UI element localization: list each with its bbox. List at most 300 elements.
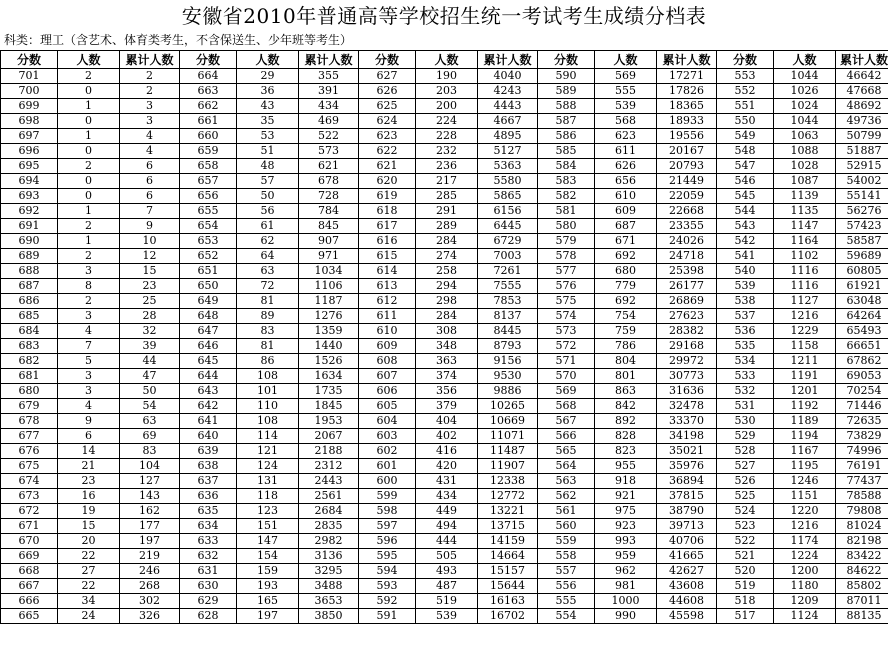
count-cell: 200 [416,99,478,114]
cumulative-cell: 63048 [836,294,888,309]
count-cell: 374 [416,369,478,384]
table-row [1,369,888,384]
score-cell: 676 [1,444,58,459]
table-row [1,354,888,369]
count-cell: 22 [58,579,120,594]
count-cell: 1 [58,99,120,114]
count-cell: 228 [416,129,478,144]
cumulative-cell: 60805 [836,264,888,279]
count-cell: 786 [595,339,657,354]
score-cell: 583 [538,174,595,189]
count-cell: 779 [595,279,657,294]
score-cell: 555 [538,594,595,609]
count-cell: 1211 [774,354,836,369]
score-cell: 549 [717,129,774,144]
score-cell: 574 [538,309,595,324]
cumulative-cell: 4040 [478,69,538,84]
table-row [1,174,888,189]
score-cell: 695 [1,159,58,174]
count-cell: 609 [595,204,657,219]
page-title: 安徽省2010年普通高等学校招生统一考试考生成绩分档表 [181,4,707,28]
score-cell: 637 [180,474,237,489]
header-score: 分数 [538,51,595,69]
cumulative-cell: 54002 [836,174,888,189]
score-cell: 602 [359,444,416,459]
count-cell: 1174 [774,534,836,549]
count-cell: 285 [416,189,478,204]
count-cell: 224 [416,114,478,129]
count-cell: 232 [416,144,478,159]
cumulative-cell: 2443 [299,474,359,489]
cumulative-cell: 326 [120,609,180,624]
count-cell: 1 [58,129,120,144]
table-row [1,249,888,264]
count-cell: 118 [237,489,299,504]
score-cell: 701 [1,69,58,84]
table-row [1,84,888,99]
count-cell: 217 [416,174,478,189]
count-cell: 892 [595,414,657,429]
score-cell: 544 [717,204,774,219]
count-cell: 23 [58,474,120,489]
score-cell: 615 [359,249,416,264]
cumulative-cell: 25398 [657,264,717,279]
count-cell: 1116 [774,279,836,294]
count-cell: 165 [237,594,299,609]
count-cell: 48 [237,159,299,174]
cumulative-cell: 82198 [836,534,888,549]
score-cell: 629 [180,594,237,609]
table-row [1,594,888,609]
cumulative-cell: 70254 [836,384,888,399]
count-cell: 923 [595,519,657,534]
count-cell: 993 [595,534,657,549]
cumulative-cell: 1953 [299,414,359,429]
score-cell: 659 [180,144,237,159]
cumulative-cell: 39 [120,339,180,354]
count-cell: 692 [595,249,657,264]
count-cell: 14 [58,444,120,459]
table-row [1,339,888,354]
cumulative-cell: 26177 [657,279,717,294]
cumulative-cell: 38790 [657,504,717,519]
score-cell: 641 [180,414,237,429]
count-cell: 990 [595,609,657,624]
score-cell: 529 [717,429,774,444]
count-cell: 4 [58,324,120,339]
score-cell: 669 [1,549,58,564]
score-cell: 679 [1,399,58,414]
cumulative-cell: 12772 [478,489,538,504]
score-cell: 578 [538,249,595,264]
count-cell: 8 [58,279,120,294]
count-cell: 555 [595,84,657,99]
score-cell: 590 [538,69,595,84]
score-cell: 667 [1,579,58,594]
count-cell: 568 [595,114,657,129]
cumulative-cell: 678 [299,174,359,189]
table-row [1,399,888,414]
score-cell: 566 [538,429,595,444]
score-cell: 643 [180,384,237,399]
score-cell: 651 [180,264,237,279]
count-cell: 108 [237,369,299,384]
cumulative-cell: 1187 [299,294,359,309]
table-row [1,279,888,294]
score-cell: 638 [180,459,237,474]
cumulative-cell: 14664 [478,549,538,564]
count-cell: 86 [237,354,299,369]
score-cell: 545 [717,189,774,204]
cumulative-cell: 52915 [836,159,888,174]
score-cell: 518 [717,594,774,609]
cumulative-cell: 391 [299,84,359,99]
score-cell: 604 [359,414,416,429]
count-cell: 801 [595,369,657,384]
cumulative-cell: 4667 [478,114,538,129]
cumulative-cell: 1106 [299,279,359,294]
score-cell: 622 [359,144,416,159]
count-cell: 1216 [774,309,836,324]
count-cell: 493 [416,564,478,579]
cumulative-cell: 43608 [657,579,717,594]
count-cell: 4 [58,399,120,414]
count-cell: 284 [416,234,478,249]
count-cell: 1147 [774,219,836,234]
score-cell: 569 [538,384,595,399]
count-cell: 404 [416,414,478,429]
count-cell: 1191 [774,369,836,384]
score-cell: 605 [359,399,416,414]
score-cell: 582 [538,189,595,204]
score-cell: 675 [1,459,58,474]
cumulative-cell: 35976 [657,459,717,474]
cumulative-cell: 32 [120,324,180,339]
score-cell: 653 [180,234,237,249]
cumulative-cell: 2067 [299,429,359,444]
cumulative-cell: 355 [299,69,359,84]
cumulative-cell: 7261 [478,264,538,279]
cumulative-cell: 6 [120,159,180,174]
cumulative-cell: 88135 [836,609,888,624]
count-cell: 1192 [774,399,836,414]
count-cell: 6 [58,429,120,444]
count-cell: 294 [416,279,478,294]
count-cell: 274 [416,249,478,264]
score-cell: 616 [359,234,416,249]
score-cell: 700 [1,84,58,99]
score-cell: 523 [717,519,774,534]
cumulative-cell: 32478 [657,399,717,414]
count-cell: 1180 [774,579,836,594]
table-row [1,159,888,174]
cumulative-cell: 621 [299,159,359,174]
score-cell: 618 [359,204,416,219]
cumulative-cell: 2684 [299,504,359,519]
count-cell: 1 [58,234,120,249]
score-cell: 600 [359,474,416,489]
score-cell: 619 [359,189,416,204]
count-cell: 379 [416,399,478,414]
cumulative-cell: 7 [120,204,180,219]
cumulative-cell: 16702 [478,609,538,624]
count-cell: 449 [416,504,478,519]
cumulative-cell: 2982 [299,534,359,549]
cumulative-cell: 83422 [836,549,888,564]
count-cell: 121 [237,444,299,459]
cumulative-cell: 2 [120,84,180,99]
cumulative-cell: 907 [299,234,359,249]
cumulative-cell: 81024 [836,519,888,534]
cumulative-cell: 1276 [299,309,359,324]
count-cell: 34 [58,594,120,609]
score-cell: 562 [538,489,595,504]
score-cell: 650 [180,279,237,294]
count-cell: 72 [237,279,299,294]
score-cell: 577 [538,264,595,279]
score-cell: 517 [717,609,774,624]
cumulative-cell: 246 [120,564,180,579]
cumulative-cell: 17271 [657,69,717,84]
score-cell: 558 [538,549,595,564]
count-cell: 289 [416,219,478,234]
score-cell: 530 [717,414,774,429]
cumulative-cell: 2561 [299,489,359,504]
score-cell: 584 [538,159,595,174]
score-cell: 696 [1,144,58,159]
count-cell: 1201 [774,384,836,399]
cumulative-cell: 1440 [299,339,359,354]
score-cell: 536 [717,324,774,339]
cumulative-cell: 24718 [657,249,717,264]
count-cell: 22 [58,549,120,564]
score-cell: 560 [538,519,595,534]
cumulative-cell: 25 [120,294,180,309]
score-cell: 663 [180,84,237,99]
count-cell: 110 [237,399,299,414]
count-cell: 1139 [774,189,836,204]
score-cell: 623 [359,129,416,144]
score-cell: 612 [359,294,416,309]
count-cell: 1028 [774,159,836,174]
count-cell: 348 [416,339,478,354]
header-cumulative: 累计人数 [657,51,717,69]
cumulative-cell: 4 [120,144,180,159]
count-cell: 0 [58,174,120,189]
score-cell: 589 [538,84,595,99]
table-row [1,324,888,339]
table-row [1,294,888,309]
count-cell: 1000 [595,594,657,609]
score-cell: 666 [1,594,58,609]
count-cell: 258 [416,264,478,279]
score-cell: 652 [180,249,237,264]
count-cell: 15 [58,519,120,534]
cumulative-cell: 85802 [836,579,888,594]
cumulative-cell: 59689 [836,249,888,264]
cumulative-cell: 1034 [299,264,359,279]
cumulative-cell: 40706 [657,534,717,549]
count-cell: 863 [595,384,657,399]
score-cell: 636 [180,489,237,504]
cumulative-cell: 127 [120,474,180,489]
count-cell: 416 [416,444,478,459]
score-cell: 699 [1,99,58,114]
score-cell: 580 [538,219,595,234]
cumulative-cell: 268 [120,579,180,594]
score-cell: 557 [538,564,595,579]
count-cell: 1024 [774,99,836,114]
score-cell: 603 [359,429,416,444]
score-cell: 572 [538,339,595,354]
count-cell: 1216 [774,519,836,534]
cumulative-cell: 8445 [478,324,538,339]
count-cell: 50 [237,189,299,204]
cumulative-cell: 20793 [657,159,717,174]
cumulative-cell: 15 [120,264,180,279]
score-cell: 551 [717,99,774,114]
score-cell: 559 [538,534,595,549]
score-cell: 678 [1,414,58,429]
score-cell: 563 [538,474,595,489]
cumulative-cell: 29168 [657,339,717,354]
score-cell: 644 [180,369,237,384]
count-cell: 431 [416,474,478,489]
count-cell: 16 [58,489,120,504]
count-cell: 623 [595,129,657,144]
score-cell: 665 [1,609,58,624]
count-cell: 1044 [774,114,836,129]
cumulative-cell: 24026 [657,234,717,249]
score-cell: 520 [717,564,774,579]
cumulative-cell: 469 [299,114,359,129]
cumulative-cell: 78588 [836,489,888,504]
cumulative-cell: 46642 [836,69,888,84]
score-cell: 575 [538,294,595,309]
score-cell: 522 [717,534,774,549]
count-cell: 123 [237,504,299,519]
cumulative-cell: 44 [120,354,180,369]
score-cell: 597 [359,519,416,534]
score-cell: 656 [180,189,237,204]
cumulative-cell: 36894 [657,474,717,489]
cumulative-cell: 69053 [836,369,888,384]
cumulative-cell: 11487 [478,444,538,459]
cumulative-cell: 15157 [478,564,538,579]
score-cell: 581 [538,204,595,219]
score-cell: 632 [180,549,237,564]
table-row [1,99,888,114]
score-cell: 690 [1,234,58,249]
score-cell: 624 [359,114,416,129]
score-distribution-table [0,50,888,624]
count-cell: 754 [595,309,657,324]
cumulative-cell: 69 [120,429,180,444]
cumulative-cell: 84622 [836,564,888,579]
cumulative-cell: 87011 [836,594,888,609]
count-cell: 1151 [774,489,836,504]
table-row [1,219,888,234]
score-cell: 527 [717,459,774,474]
score-cell: 543 [717,219,774,234]
score-cell: 683 [1,339,58,354]
table-row [1,114,888,129]
cumulative-cell: 56276 [836,204,888,219]
count-cell: 692 [595,294,657,309]
score-cell: 546 [717,174,774,189]
header-score: 分数 [180,51,237,69]
count-cell: 1158 [774,339,836,354]
count-cell: 101 [237,384,299,399]
cumulative-cell: 64264 [836,309,888,324]
count-cell: 1220 [774,504,836,519]
cumulative-cell: 2835 [299,519,359,534]
count-cell: 53 [237,129,299,144]
score-cell: 668 [1,564,58,579]
cumulative-cell: 23 [120,279,180,294]
score-cell: 686 [1,294,58,309]
cumulative-cell: 4443 [478,99,538,114]
count-cell: 147 [237,534,299,549]
count-cell: 7 [58,339,120,354]
count-cell: 981 [595,579,657,594]
score-cell: 541 [717,249,774,264]
cumulative-cell: 5580 [478,174,538,189]
score-cell: 639 [180,444,237,459]
cumulative-cell: 29972 [657,354,717,369]
score-cell: 535 [717,339,774,354]
cumulative-cell: 5127 [478,144,538,159]
score-cell: 633 [180,534,237,549]
cumulative-cell: 18365 [657,99,717,114]
count-cell: 154 [237,549,299,564]
count-cell: 19 [58,504,120,519]
cumulative-cell: 10265 [478,399,538,414]
score-cell: 611 [359,309,416,324]
score-cell: 568 [538,399,595,414]
count-cell: 83 [237,324,299,339]
score-cell: 537 [717,309,774,324]
score-cell: 531 [717,399,774,414]
count-cell: 35 [237,114,299,129]
count-cell: 505 [416,549,478,564]
count-cell: 3 [58,369,120,384]
score-cell: 521 [717,549,774,564]
cumulative-cell: 45598 [657,609,717,624]
count-cell: 51 [237,144,299,159]
cumulative-cell: 12 [120,249,180,264]
score-cell: 579 [538,234,595,249]
count-cell: 2 [58,69,120,84]
table-row [1,609,888,624]
score-cell: 564 [538,459,595,474]
count-cell: 0 [58,144,120,159]
score-cell: 601 [359,459,416,474]
cumulative-cell: 83 [120,444,180,459]
count-cell: 197 [237,609,299,624]
score-cell: 533 [717,369,774,384]
count-cell: 759 [595,324,657,339]
cumulative-cell: 1634 [299,369,359,384]
table-row [1,549,888,564]
cumulative-cell: 4243 [478,84,538,99]
cumulative-cell: 49736 [836,114,888,129]
table-row [1,489,888,504]
score-cell: 654 [180,219,237,234]
count-cell: 955 [595,459,657,474]
cumulative-cell: 79808 [836,504,888,519]
count-cell: 569 [595,69,657,84]
